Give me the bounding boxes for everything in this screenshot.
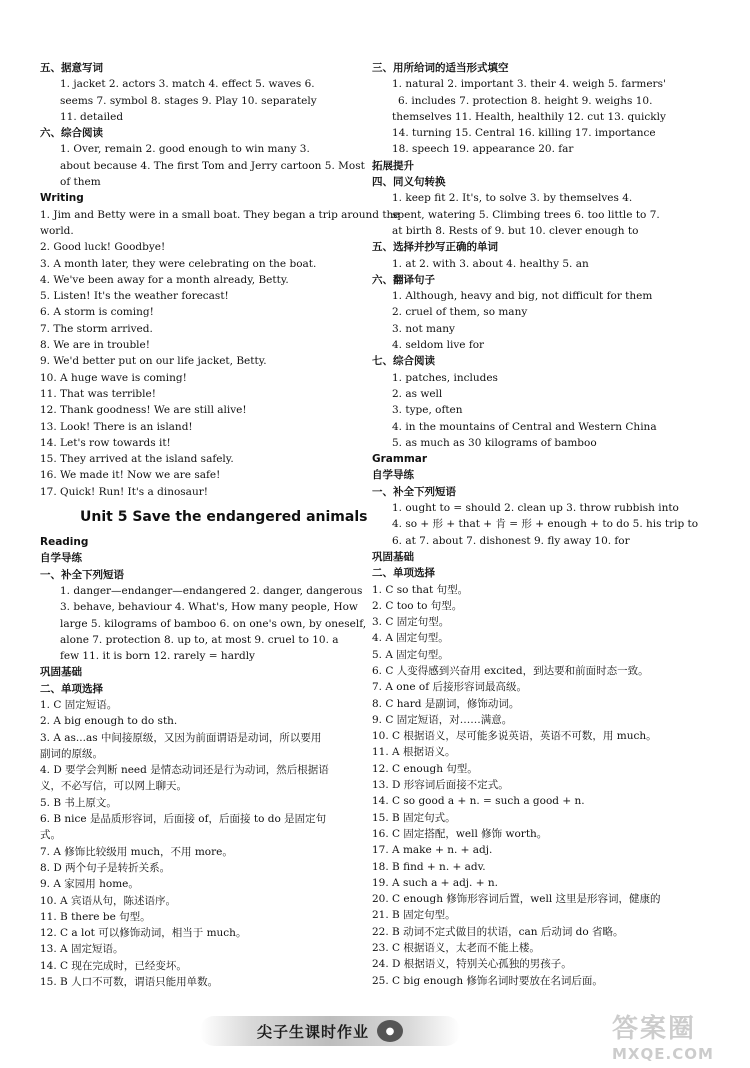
answer-line: 5. Listen! It's the weather forecast!: [40, 290, 229, 303]
section-heading: 巩固基础: [40, 666, 82, 679]
page-number-badge-icon: ●: [377, 1020, 403, 1042]
answer-line: 25. C big enough 修饰名词时要放在名词后面。: [372, 974, 603, 987]
answer-line: 4. in the mountains of Central and Western China: [392, 420, 657, 433]
answer-line: 1. Jim and Betty were in a small boat. They began a trip around the: [40, 208, 400, 221]
answer-line: 4. D 要学会判断 need 是情态动词还是行为动词，然后根据语: [40, 764, 329, 777]
answer-line: world.: [40, 224, 74, 237]
answer-line: 6. B nice 是品质形容词，后面接 of，后面接 to do 是固定句: [40, 813, 327, 826]
answer-line: 4. seldom live for: [392, 339, 485, 352]
section-heading: 七、综合阅读: [372, 355, 435, 368]
answer-line: 1. Although, heavy and big, not difficult for them: [392, 290, 653, 303]
answer-line: 23. C 根据语义，太老而不能上楼。: [372, 942, 540, 955]
answer-line: 11. B there be 句型。: [40, 910, 151, 923]
section-heading: 四、同义句转换: [372, 176, 446, 189]
answer-line: 7. A one of 后接形容词最高级。: [372, 681, 527, 694]
answer-line: 16. We made it! Now we are safe!: [40, 469, 221, 482]
section-heading: Grammar: [372, 453, 428, 466]
answer-line: 11. That was terrible!: [40, 387, 156, 400]
answer-line: 13. A 固定短语。: [40, 943, 124, 956]
answer-line: 7. The storm arrived.: [40, 322, 153, 335]
watermark-url: MXQE.COM: [612, 1045, 714, 1063]
answer-line: 8. D 两个句子是转折关系。: [40, 861, 171, 874]
answer-line: 15. B 人口不可数，谓语只能用单数。: [40, 976, 219, 989]
answer-line: 1. ought to = should 2. clean up 3. throw rubbish into: [392, 502, 679, 515]
answer-line: 1. keep fit 2. It's, to solve 3. by themselves 4.: [392, 192, 633, 205]
answer-line: 14. turning 15. Central 16. killing 17. importance: [392, 127, 656, 140]
answer-line: 6. at 7. about 7. dishonest 9. fly away 10. for: [392, 534, 630, 547]
answer-line: 4. We've been away for a month already, Betty.: [40, 273, 289, 286]
answer-line: themselves 11. Health, healthily 12. cut 13. quickly: [392, 110, 666, 123]
answer-line: alone 7. protection 8. up to, at most 9. cruel to 10. a: [60, 633, 339, 646]
answer-line: 1. patches, includes: [392, 371, 498, 384]
answer-line: 9. A 家园用 home。: [40, 878, 139, 891]
answer-line: 8. We are in trouble!: [40, 339, 150, 352]
answer-line: spent, watering 5. Climbing trees 6. too little to 7.: [392, 208, 660, 221]
answer-line: 3. not many: [392, 322, 455, 335]
answer-line: 17. A make + n. + adj.: [372, 844, 493, 857]
answer-line: 22. B 动词不定式做目的状语，can 后动词 do 省略。: [372, 925, 624, 938]
answer-line: 11. detailed: [60, 110, 124, 123]
answer-line: 17. Quick! Run! It's a dinosaur!: [40, 485, 208, 498]
answer-line: about because 4. The first Tom and Jerry cartoon 5. Most: [60, 159, 365, 172]
answer-line: 2. Good luck! Goodbye!: [40, 241, 166, 254]
answer-line: 2. A big enough to do sth.: [40, 715, 178, 728]
answer-line: 3. C 固定句型。: [372, 616, 450, 629]
answer-line: 13. Look! There is an island!: [40, 420, 193, 433]
answer-line: 12. C enough 句型。: [372, 762, 478, 775]
answer-line: 3. A as...as 中间接原级，又因为前面谓语是动词，所以要用: [40, 731, 322, 744]
section-heading: 五、据意写词: [40, 62, 103, 74]
answer-line: 20. C enough 修饰形容词后置，well 这里是形容词，健康的: [372, 893, 661, 906]
answer-line: 10. A huge wave is coming!: [40, 371, 187, 384]
answer-line: 16. C 固定搭配，well 修饰 worth。: [372, 827, 548, 840]
footer-title: 尖子生课时作业: [256, 1022, 369, 1041]
answer-line: 6. C 人变得感到兴奋用 excited，到达要和前面时态一致。: [372, 664, 649, 677]
answer-line: 10. C 根据语义，尽可能多说英语，英语不可数，用 much。: [372, 730, 657, 743]
answer-line: 1. C 固定短语。: [40, 698, 118, 711]
answer-line: 3. A month later, they were celebrating on the boat.: [40, 257, 317, 270]
section-heading: 五、选择并抄写正确的单词: [372, 241, 498, 254]
section-heading: 自学导练: [372, 469, 414, 482]
section-heading: Writing: [40, 192, 84, 205]
section-heading: 一、补全下列短语: [40, 568, 124, 581]
answer-line: 10. A 宾语从句，陈述语序。: [40, 894, 176, 907]
answer-line: seems 7. symbol 8. stages 9. Play 10. separately: [60, 94, 317, 107]
section-heading: 六、翻译句子: [372, 273, 435, 286]
answer-line: 6. includes 7. protection 8. height 9. weighs 10.: [398, 94, 653, 107]
section-heading: 三、用所给词的适当形式填空: [372, 62, 509, 74]
answer-line: 3. behave, behaviour 4. What's, How many people, How: [60, 601, 358, 614]
section-heading: 拓展提升: [372, 159, 414, 172]
answer-line: 18. B find + n. + adv.: [372, 860, 486, 873]
footer-banner: [200, 1016, 460, 1046]
section-heading: 二、单项选择: [40, 682, 103, 695]
watermark-logo: 答案圈: [612, 1014, 697, 1044]
answer-line: 1. natural 2. important 3. their 4. weigh 5. farmers': [392, 78, 666, 91]
watermark: [612, 1008, 742, 1062]
answer-line: of them: [60, 176, 101, 189]
answer-line: 19. A such a + adj. + n.: [372, 876, 498, 889]
answer-line: 1. jacket 2. actors 3. match 4. effect 5. waves 6.: [60, 78, 315, 91]
answer-line: 7. A 修饰比较级用 much，不用 more。: [40, 845, 233, 858]
answer-line: 14. C so good a + n. = such a good + n.: [372, 795, 585, 808]
answer-line: 2. C too to 句型。: [372, 599, 463, 612]
answer-line: 3. type, often: [392, 404, 463, 417]
answer-line: 21. B 固定句型。: [372, 909, 456, 922]
answer-line: 12. Thank goodness! We are still alive!: [40, 404, 247, 417]
answer-line: 1. danger—endanger—endangered 2. danger, dangerous: [60, 584, 363, 597]
answer-line: 13. D 形容词后面接不定式。: [372, 779, 509, 792]
answer-line: 式。: [40, 829, 61, 842]
answer-line: 1. Over, remain 2. good enough to win many 3.: [60, 143, 310, 156]
answer-line: large 5. kilograms of bamboo 6. on one's own, by oneself,: [60, 617, 367, 630]
answer-line: 9. We'd better put on our life jacket, Betty.: [40, 355, 267, 368]
section-heading: 一、补全下列短语: [372, 485, 456, 498]
right-column: [372, 60, 702, 989]
answer-line: 1. at 2. with 3. about 4. healthy 5. an: [392, 257, 589, 270]
unit-title: Unit 5 Save the endangered animals: [80, 509, 368, 526]
answer-line: 义，不必写信，可以网上聊天。: [40, 780, 187, 793]
answer-line: 9. C 固定短语，对……满意。: [372, 713, 513, 726]
answer-line: 副词的原级。: [40, 747, 103, 760]
answer-line: 6. A storm is coming!: [40, 306, 154, 319]
answer-line: 14. Let's row towards it!: [40, 436, 171, 449]
answer-line: 14. C 现在完成时，已经变坏。: [40, 959, 187, 972]
section-heading: 六、综合阅读: [40, 127, 103, 140]
answer-line: 4. A 固定句型。: [372, 632, 449, 645]
answer-line: 15. They arrived at the island safely.: [40, 453, 234, 466]
answer-line: 1. C so that 句型。: [372, 583, 469, 596]
answer-line: at birth 8. Rests of 9. but 10. clever enough to: [392, 224, 639, 237]
section-heading: Reading: [40, 536, 89, 549]
answer-line: 8. C hard 是副词，修饰动词。: [372, 697, 520, 710]
answer-line: 24. D 根据语义，特别关心孤独的男孩子。: [372, 958, 572, 971]
answer-line: 2. as well: [392, 387, 443, 400]
answer-line: 15. B 固定句式。: [372, 811, 456, 824]
answer-line: few 11. it is born 12. rarely = hardly: [60, 650, 255, 663]
answer-line: 5. A 固定句型。: [372, 648, 449, 661]
answer-line: 12. C a lot 可以修饰动词，相当于 much。: [40, 927, 247, 940]
answer-line: 5. as much as 30 kilograms of bamboo: [392, 436, 597, 449]
section-heading: 巩固基础: [372, 550, 414, 563]
section-heading: 自学导练: [40, 552, 82, 565]
answer-line: 5. B 书上原文。: [40, 796, 117, 809]
section-heading: 二、单项选择: [372, 567, 435, 580]
answer-line: 2. cruel of them, so many: [392, 306, 528, 319]
answer-line: 4. so + 形 + that + 肯 = 形 + enough + to do 5. his trip to: [392, 518, 699, 531]
answer-line: 18. speech 19. appearance 20. far: [392, 143, 574, 156]
answer-line: 11. A 根据语义。: [372, 746, 456, 759]
